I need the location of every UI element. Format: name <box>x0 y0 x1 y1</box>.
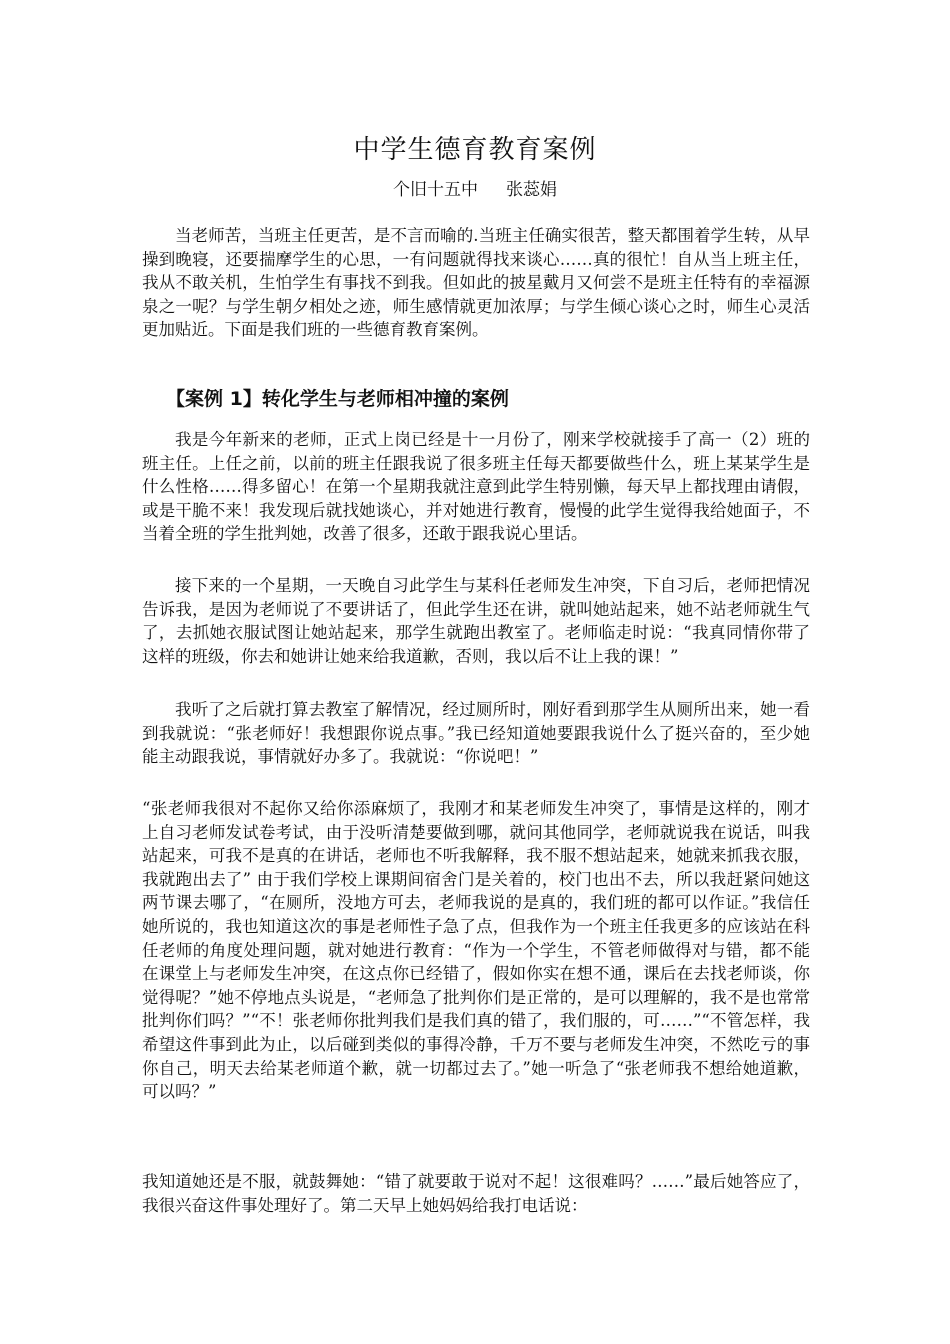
paragraph-4: “张老师我很对不起你又给你添麻烦了，我刚才和某老师发生冲突了，事情是这样的，刚才上自习老师发试卷考试，由于没听清楚要做到哪，就问其他同学，老师就说我在说话，叫我站起来，可我不是真的在讲话，老师也不听我解释，我不服不想站起来，她就来抓我衣服，我就跑出去了” 由于我们学校上课期间宿舍门是关着的，校门也出不去，所以我赶紧问她这两节课去哪了，“在厕所，没地方可去，老师我说的是真的，我们班的都可以作证。”我信任她所说的，我也知道这次的事是老师性子急了点，但我作为一个班主任我更多的应该站在科任老师的角度处理问题，就对她进行教育：“作为一个学生，不管老师做得对与错，都不能在课堂上与老师发生冲突，在这点你已经错了，假如你实在想不通，课后在去找老师谈，你觉得呢？”她不停地点头说是，“老师急了批判你们是正常的，是可以理解的，我不是也常常批判你们吗？”“不！张老师你批判我们是我们真的错了，我们服的，可……”“不管怎样，我希望这件事到此为止，以后碰到类似的事得冷静，千万不要与老师发生冲突，不然吃亏的事你自己，明天去给某老师道个歉，就一切都过去了。”她一听急了“张老师我不想给她道歉，可以吗？” <box>142 799 810 1102</box>
intro-paragraph: 当老师苦，当班主任更苦，是不言而喻的.当班主任确实很苦，整天都围着学生转，从早操到晚寝，还要揣摩学生的心思，一有问题就得找来谈心……真的很忙！自从当上班主任，我从不敢关机，生怕学生有事找不到我。但如此的披星戴月又何尝不是班主任特有的幸福源泉之一呢？与学生朝夕相处之迹，师生感情就更加浓厚；与学生倾心谈心之时，师生心灵活更加贴近。下面是我们班的一些德育教育案例。 <box>142 226 810 340</box>
document-title: 中学生德育教育案例 <box>353 135 597 165</box>
paragraph-1: 我是今年新来的老师，正式上岗已经是十一月份了，刚来学校就接手了高一（2）班的班主任。上任之前，以前的班主任跟我说了很多班主任每天都要做些什么，班上某某学生是什么性格……得多留心！在第一个星期我就注意到此学生特别懒，每天早上都找理由请假，或是干脆不来！我发现后就找她谈心，并对她进行教育，慢慢的此学生觉得我给她面子，不当着全班的学生批判她，改善了很多，还敢于跟我说心里话。 <box>142 430 810 544</box>
paragraph-5: 我知道她还是不服，就鼓舞她：“错了就要敢于说对不起！这很难吗？……”最后她答应了，我很兴奋这件事处理好了。第二天早上她妈妈给我打电话说： <box>142 1172 810 1215</box>
paragraph-3: 我听了之后就打算去教室了解情况，经过厕所时，刚好看到那学生从厕所出来，她一看到我就说：“张老师好！我想跟你说点事。”我已经知道她要跟我说什么了挺兴奋的，至少她能主动跟我说，事情就好办多了。我就说：“你说吧！” <box>142 700 810 767</box>
paragraph-2: 接下来的一个星期，一天晚自习此学生与某科任老师发生冲突，下自习后，老师把情况告诉我，是因为老师说了不要讲话了，但此学生还在讲，就叫她站起来，她不站老师就生气了，去抓她衣服试图让她站起来，那学生就跑出教室了。老师临走时说：“我真同情你带了这样的班级，你去和她讲让她来给我道歉，否则，我以后不让上我的课！” <box>142 576 810 666</box>
author-school: 个旧十五中 <box>393 180 478 200</box>
author-name: 张蕊娟 <box>506 180 557 200</box>
author-line <box>0 178 950 202</box>
case-1-heading: 【案例 1】转化学生与老师相冲撞的案例 <box>166 388 509 410</box>
